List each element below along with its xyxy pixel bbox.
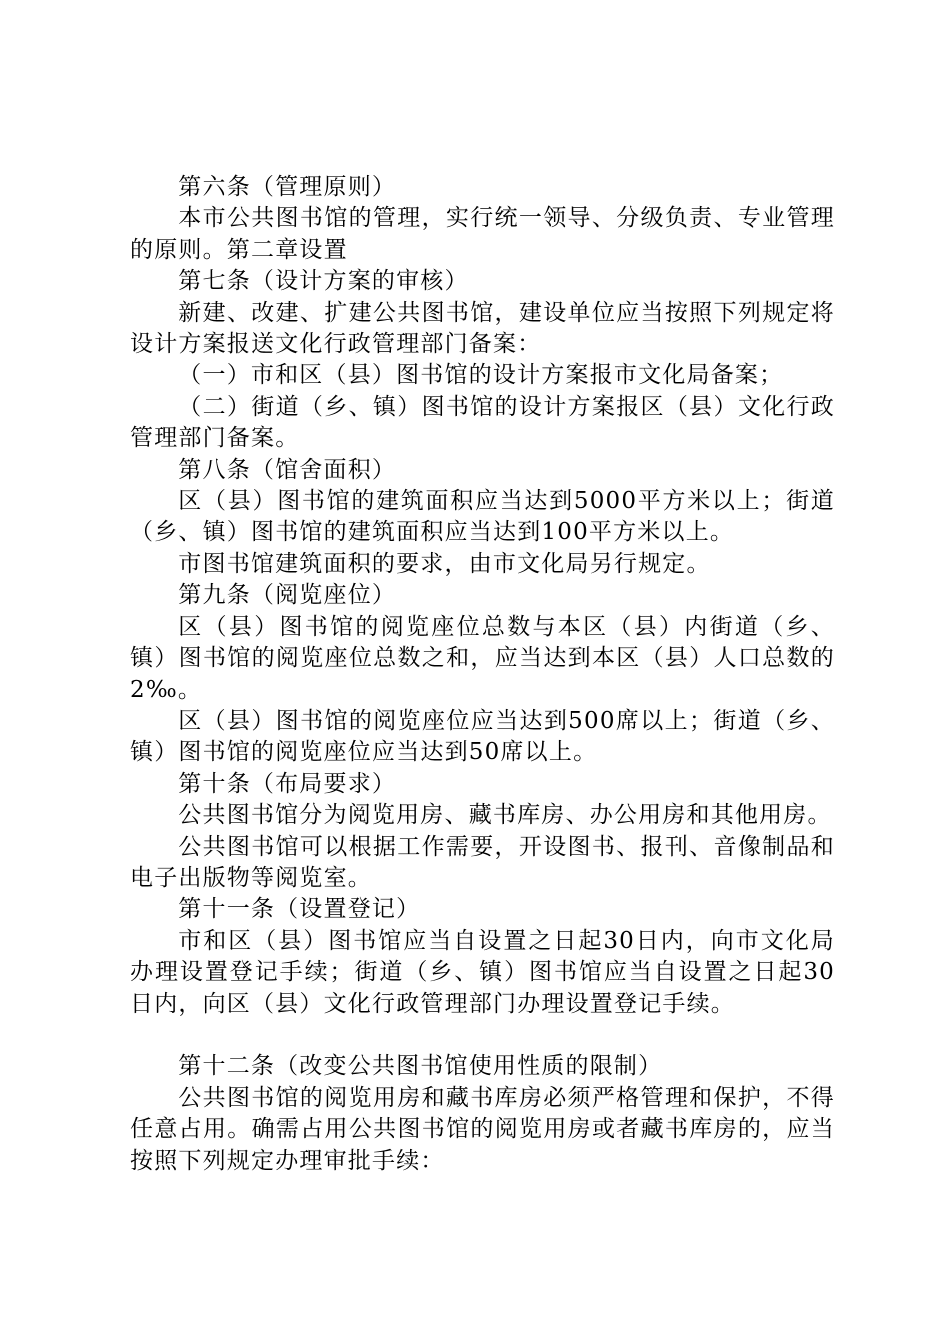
- article-9-paragraph-2: 区（县）图书馆的阅览座位应当达到500席以上；街道（乡、镇）图书馆的阅览座位应当达到50席以上。: [130, 707, 835, 766]
- article-10-heading: 第十条（布局要求）: [178, 770, 397, 797]
- article-12-paragraph: 公共图书馆的阅览用房和藏书库房必须严格管理和保护，不得任意占用。确需占用公共图书馆的阅览用房或者藏书库房的，应当按照下列规定办理审批手续：: [130, 1084, 835, 1174]
- article-10-paragraph-2: 公共图书馆可以根据工作需要，开设图书、报刊、音像制品和电子出版物等阅览室。: [130, 833, 835, 891]
- article-9-heading: 第九条（阅览座位）: [178, 582, 397, 609]
- article-11-heading: 第十一条（设置登记）: [178, 896, 421, 923]
- article-7-item-2: （二）街道（乡、镇）图书馆的设计方案报区（县）文化行政管理部门备案。: [130, 393, 835, 452]
- article-7-paragraph: 新建、改建、扩建公共图书馆，建设单位应当按照下列规定将设计方案报送文化行政管理部门备案：: [130, 299, 835, 358]
- article-10-paragraph-1: 公共图书馆分为阅览用房、藏书库房、办公用房和其他用房。: [178, 802, 832, 829]
- document-body: [130, 172, 835, 1177]
- article-7-heading: 第七条（设计方案的审核）: [178, 268, 469, 295]
- article-8-paragraph-1: 区（县）图书馆的建筑面积应当达到5000平方米以上；街道（乡、镇）图书馆的建筑面积应当达到100平方米以上。: [130, 488, 835, 546]
- article-7-item-1: （一）市和区（县）图书馆的设计方案报市文化局备案；: [178, 362, 784, 389]
- article-6-paragraph: 本市公共图书馆的管理，实行统一领导、分级负责、专业管理的原则。第二章设置: [130, 205, 835, 263]
- article-11-paragraph: 市和区（县）图书馆应当自设置之日起30日内，向市文化局办理设置登记手续；街道（乡、镇）图书馆应当自设置之日起30日内，向区（县）文化行政管理部门办理设置登记手续。: [130, 927, 835, 1017]
- article-9-paragraph-1: 区（县）图书馆的阅览座位总数与本区（县）内街道（乡、镇）图书馆的阅览座位总数之和，应当达到本区（县）人口总数的2‰。: [130, 613, 835, 703]
- article-8-paragraph-2: 市图书馆建筑面积的要求，由市文化局另行规定。: [178, 550, 711, 577]
- article-8-heading: 第八条（馆舍面积）: [178, 456, 397, 483]
- article-6-heading: 第六条（管理原则）: [178, 174, 397, 200]
- article-12-heading: 第十二条（改变公共图书馆使用性质的限制）: [178, 1053, 663, 1080]
